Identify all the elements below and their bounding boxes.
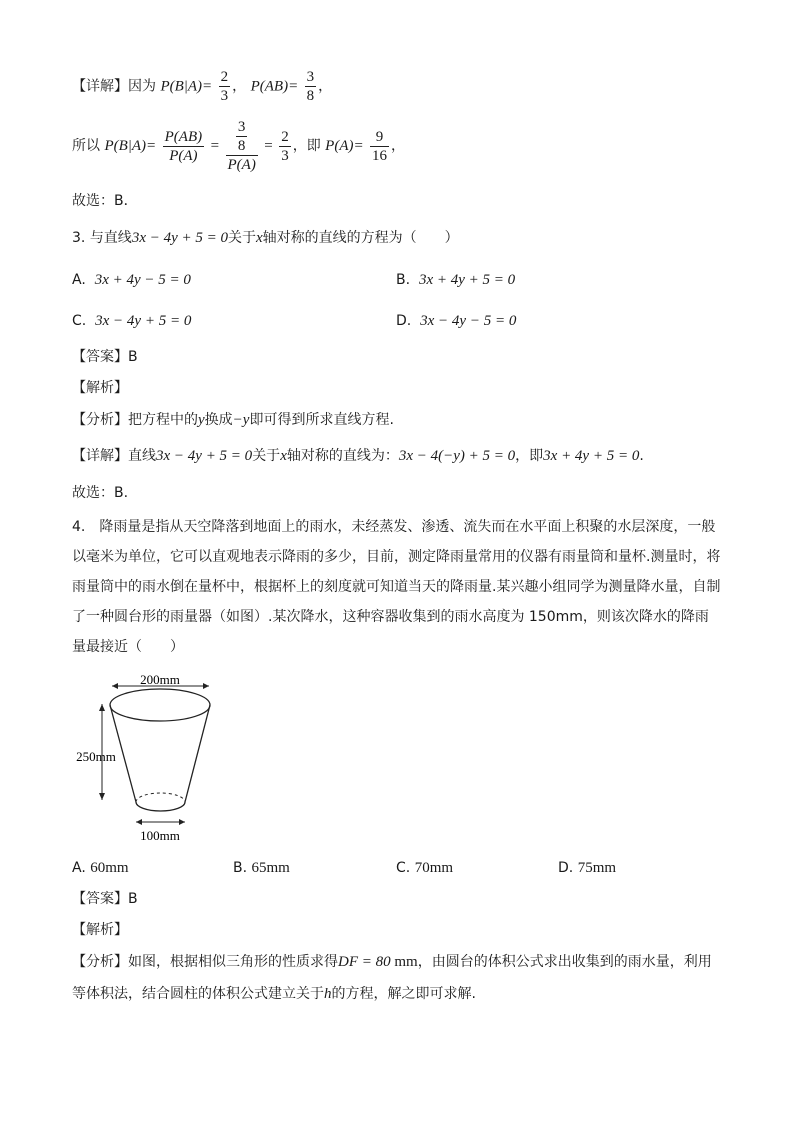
q4-option-b[interactable]: B. 65mm bbox=[233, 860, 290, 876]
frac-9-16: $\frac{9}{16}$ bbox=[372, 128, 388, 164]
q3-detail: 【详解】直线3x − 4y + 5 = 0关于x轴对称的直线为：3x − 4(−y) + 5 = 0，即3x + 4y + 5 = 0. bbox=[72, 448, 644, 464]
detail-tag: 【详解】 bbox=[72, 78, 128, 95]
q3-option-c[interactable]: C. 3x − 4y + 5 = 0 bbox=[72, 313, 192, 329]
q3-fenxi: 【分析】把方程中的y换成−y即可得到所求直线方程. bbox=[72, 412, 394, 428]
q3-answer: 【答案】B bbox=[72, 349, 138, 365]
q4-option-a[interactable]: A. 60mm bbox=[72, 860, 129, 876]
frac-pab-pa: $\frac{P(AB)}{P(A)}$ bbox=[164, 128, 203, 164]
q3-analysis-tag: 【解析】 bbox=[72, 380, 128, 396]
rain-gauge-figure bbox=[68, 664, 228, 844]
detail-line-1: 【详解】因为 P(B|A)= $\frac{2}{3}$ ， P(AB)= $\frac{3}{8}$ ， bbox=[72, 69, 333, 104]
question-4-text: 4. 降雨量是指从天空降落到地面上的雨水，未经蒸发、渗透、流失而在水平面上积聚的水层深度，一般以毫米为单位，它可以直观地表示降雨的多少，目前，测定降雨量常用的仪器有雨量筒和量杯.测量时，将雨量筒中的雨水倒在量杯中，根据杯上的刻度就可知道当天的降雨量.某兴趣小组同学为测量降水量，自制了一种圆台形的雨量器（如图）.某次降水，这种容器收集到的雨水高度为 150mm，则该次降水的降雨量最接近（ ） bbox=[72, 519, 721, 655]
q3-option-b[interactable]: B. 3x + 4y + 5 = 0 bbox=[396, 272, 516, 288]
text-because: 因为 bbox=[128, 78, 156, 95]
q3-choice: 故选：B. bbox=[72, 485, 129, 501]
q4-fenxi: 【分析】如图，根据相似三角形的性质求得DF = 80 mm，由圆台的体积公式求出收集到的雨水量，利用等体积法，结合圆柱的体积公式建立关于h的方程，解之即可求解. bbox=[72, 954, 712, 1002]
q4-answer: 【答案】B bbox=[72, 891, 138, 907]
expr-pba: P(B|A)= bbox=[160, 78, 213, 95]
q4-option-c[interactable]: C. 70mm bbox=[396, 860, 454, 876]
q4-analysis-tag: 【解析】 bbox=[72, 922, 128, 938]
choice-line-1: 故选：B． bbox=[72, 193, 138, 209]
q3-option-d[interactable]: D. 3x − 4y − 5 = 0 bbox=[396, 313, 517, 329]
frac-2-3: $\frac{2}{3}$ bbox=[220, 69, 229, 104]
detail-line-2: 所以 P(B|A)= $\frac{P(AB)}{P(A)}$ = $\frac{\frac{3}{8}}{P(A)}$ = $\frac{2}{3}$ ，即 P(A)= $\frac{9}{16}$ ， bbox=[72, 119, 406, 173]
question-3: 3. 与直线3x − 4y + 5 = 0关于x轴对称的直线的方程为（ ） bbox=[72, 230, 459, 246]
bottom-width-label: 100mm bbox=[140, 828, 180, 843]
top-width-label: 200mm bbox=[140, 672, 180, 687]
frac-complex: $\frac{\frac{3}{8}}{P(A)}$ bbox=[227, 119, 256, 173]
text-so: 所以 bbox=[72, 138, 100, 154]
frac-3-8: $\frac{3}{8}$ bbox=[306, 69, 315, 104]
expr-pab: P(AB)= bbox=[250, 78, 299, 95]
q3-option-a[interactable]: A. 3x + 4y − 5 = 0 bbox=[72, 272, 191, 288]
height-label: 250mm bbox=[76, 749, 116, 764]
q4-option-d[interactable]: D. 75mm bbox=[558, 860, 617, 876]
